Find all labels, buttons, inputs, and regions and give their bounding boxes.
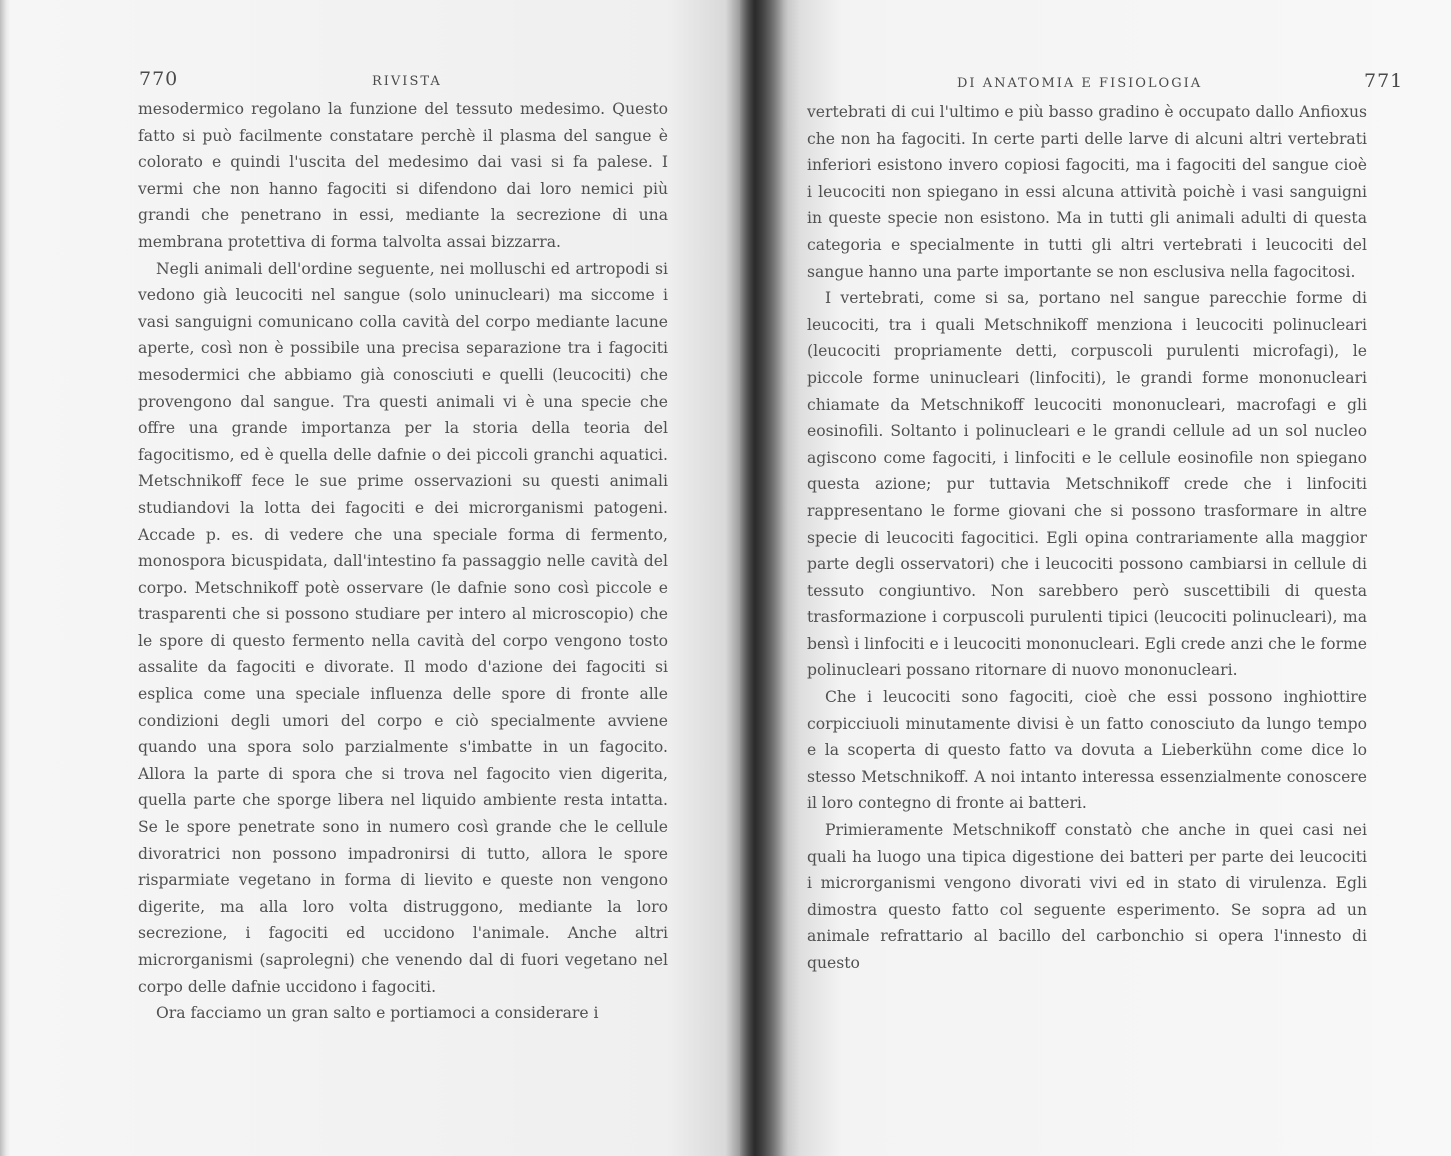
- paragraph: I vertebrati, come si sa, portano nel sangue parecchie forme di leucociti, tra i quali Metschnikoff menziona i leucociti polinucleari (leucociti propriamente detti, corpuscoli purulenti microfagi), le piccole forme uninucleari (linfociti), le grandi forme mononucleari chiamate da Metschnikoff leucociti mononucleari, macrofagi e gli eosinofili. Soltanto i polinucleari e le grandi cellule ad un sol nucleo agiscono come fagociti, i linfociti e le cellule eosinofile non spiegano questa azione; pur tuttavia Metschnikoff crede che i linfociti rappresentano le forme giovani che si possono trasformare in altre specie di leucociti fagocitici. Egli opina contrariamente alla maggior parte degli osservatori) che i leucociti possono cambiarsi in cellule di tessuto congiuntivo. Non sarebbero però suscettibili di questa trasformazione i corpuscoli purulenti tipici (leucociti polinucleari), ma bensì i linfociti e i leucociti mononucleari. Egli crede anzi che le forme polinucleari possano ritornare di nuovo mononucleari.: [807, 289, 1367, 680]
- page-body: [138, 96, 668, 1027]
- paragraph: Primieramente Metschnikoff constatò che anche in quei casi nei quali ha luogo una tipica digestione dei batteri per parte dei leucociti i microrganismi vengono divorati vivi ed in stato di virulenza. Egli dimostra questo fatto col seguente esperimento. Se sopra ad un animale refrattario al bacillo del carbonchio si opera l'innesto di questo: [807, 821, 1367, 972]
- page-body: [807, 99, 1367, 977]
- running-title: DI ANATOMIA E FISIOLOGIA: [957, 76, 1203, 91]
- page-number: 771: [1364, 70, 1404, 92]
- paragraph: mesodermico regolano la funzione del tessuto medesimo. Questo fatto si può facilmente constatare perchè il plasma del sangue è colorato e quindi l'uscita del medesimo dai vasi si fa palese. I vermi che non hanno fagociti si difendono dai loro nemici più grandi che penetrano in essi, mediante la secrezione di una membrana protettiva di forma talvolta assai bizzarra.: [138, 100, 668, 251]
- paragraph: vertebrati di cui l'ultimo e più basso gradino è occupato dallo Anfioxus che non ha fagociti. In certe parti delle larve di alcuni altri vertebrati inferiori esistono invero copiosi fagociti, ma i fagociti del sangue cioè i leucociti non spiegano in essi alcuna attività poichè i vasi sanguigni in queste specie non esistono. Ma in tutti gli animali adulti di questa categoria e specialmente in tutti gli altri vertebrati i leucociti del sangue hanno una parte importante se non esclusiva nella fagocitosi.: [807, 103, 1367, 281]
- paragraph: Negli animali dell'ordine seguente, nei molluschi ed artropodi si vedono già leucociti nel sangue (solo uninucleari) ma siccome i vasi sanguigni comunicano colla cavità del corpo mediante lacune aperte, così non è possibile una precisa separazione tra i fagociti mesodermici che abbiamo già conosciuti e quelli (leucociti) che provengono dal sangue. Tra questi animali vi è una specie che offre una grande importanza per la storia della teoria del fagocitismo, ed è quella delle dafnie o dei piccoli granchi aquatici. Metschnikoff fece le sue prime osservazioni su questi animali studiandovi la lotta dei fagociti e dei microrganismi patogeni. Accade p. es. di vedere che una speciale forma di fermento, monospora bicuspidata, dall'intestino fa passaggio nelle cavità del corpo. Metschnikoff potè osservare (le dafnie sono così piccole e trasparenti che si possono studiare per intero al microscopio) che le spore di questo fermento nella cavità del corpo vengono tosto assalite da fagociti e divorate. Il modo d'azione dei fagociti si esplica come una speciale influenza delle spore di fronte alle condizioni degli umori del corpo e ciò specialmente avviene quando una spora solo parzialmente s'imbatte in un fagocito. Allora la parte di spora che si trova nel fagocito vien digerita, quella parte che sporge libera nel liquido ambiente resta intatta. Se le spore penetrate sono in numero così grande che le cellule divoratrici non possono impadronirsi di tutto, allora le spore risparmiate vegetano in forma di lievito e queste non vengono digerite, ma alla loro volta distruggono, mediante la loro secrezione, i fagociti ed uccidono l'animale. Anche altri microrganismi (saprolegni) che venendo dal di fuori vegetano nel corpo delle dafnie uccidono i fagociti.: [138, 259, 668, 996]
- paragraph: Che i leucociti sono fagociti, cioè che essi possono inghiottire corpicciuoli minutamente divisi è un fatto conosciuto da lungo tempo e la scoperta di questo fatto va dovuta a Lieberkühn come dice lo stesso Metschnikoff. A noi intanto interessa essenzialmente conoscere il loro contegno di fronte ai batteri.: [807, 688, 1367, 813]
- running-title: RIVISTA: [372, 74, 442, 89]
- paragraph: Ora facciamo un gran salto e portiamoci a considerare i: [156, 1004, 599, 1023]
- right-page: [752, 0, 1451, 1156]
- page-number: 770: [139, 68, 179, 90]
